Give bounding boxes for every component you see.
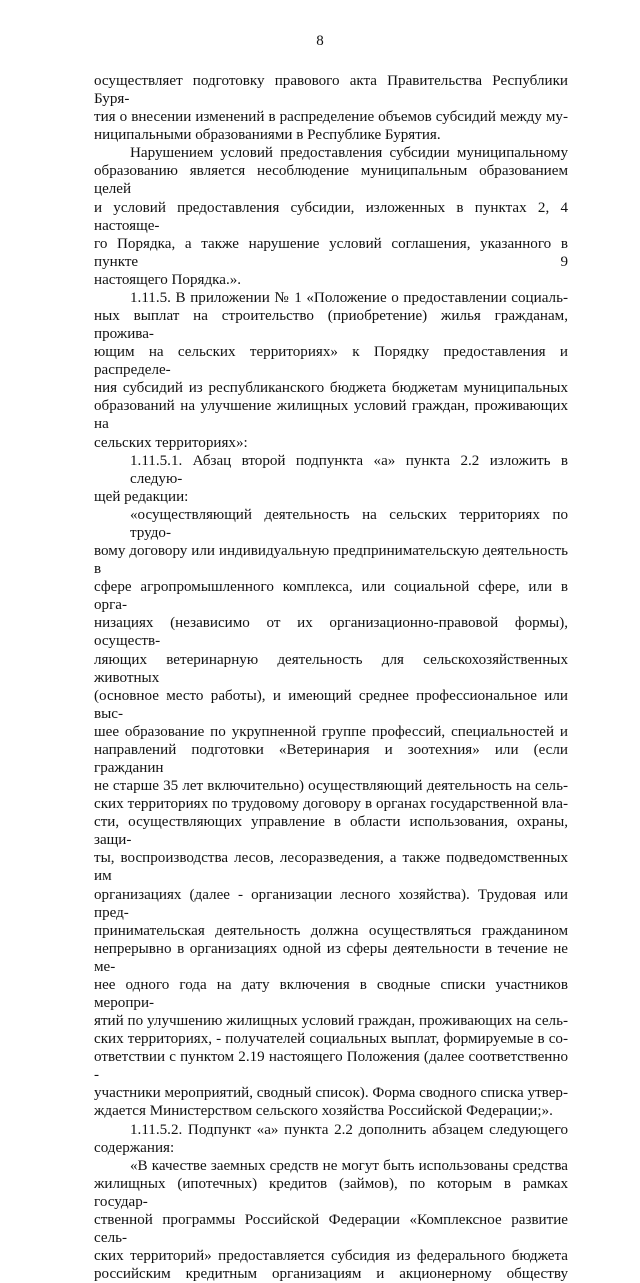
text-line: ственной программы Российской Федерации «Комплексное развитие сель- (94, 1211, 568, 1246)
text-line: не старше 35 лет включительно) осуществляющий деятельность на сель- (94, 778, 568, 795)
text-line: вому договору или индивидуальную предпринимательскую деятельность в (94, 543, 568, 578)
text-line: образований на улучшение жилищных условий граждан, проживающих на (94, 398, 568, 433)
text-line: направлений подготовки «Ветеринария и зоотехния» или (если гражданин (94, 741, 568, 776)
text-line: ответствии с пунктом 2.19 настоящего Положения (далее соответственно - (94, 1049, 568, 1084)
text-line: тия о внесении изменений в распределение объемов субсидий между му- (94, 109, 568, 126)
text-line: образованию является несоблюдение муниципальным образованием целей (94, 163, 568, 198)
text-line: ния субсидий из республиканского бюджета бюджетам муниципальных (94, 380, 568, 397)
text-line: ты, воспроизводства лесов, лесоразведения, а также подведомственных им (94, 850, 568, 885)
text-line: российским кредитным организациям и акционерному обществу (94, 1266, 568, 1283)
text-line: ляющих ветеринарную деятельность для сельскохозяйственных животных (94, 651, 568, 686)
text-line: (основное место работы), и имеющий среднее профессиональное или выс- (94, 687, 568, 722)
text-line: шее образование по укрупненной группе профессий, специальностей и (94, 723, 568, 740)
text-line: Нарушением условий предоставления субсидии муниципальному (130, 145, 568, 162)
text-line: 1.11.5.2. Подпункт «а» пункта 2.2 дополнить абзацем следующего (130, 1121, 568, 1138)
text-line: нее одного года на дату включения в сводные списки участников меропри- (94, 976, 568, 1011)
text-line: 1.11.5.1. Абзац второй подпункта «а» пункта 2.2 изложить в следую- (130, 452, 568, 487)
text-line: сти, осуществляющих управление в области использования, охраны, защи- (94, 814, 568, 849)
body-text (94, 72, 568, 1283)
text-line: осуществляет подготовку правового акта Правительства Республики Буря- (94, 73, 568, 108)
text-line: жилищных (ипотечных) кредитов (займов), по которым в рамках государ- (94, 1175, 568, 1210)
text-line: го Порядка, а также нарушение условий соглашения, указанного в пункте 9 (94, 235, 568, 270)
text-line: организациях (далее - организации лесного хозяйства). Трудовая или пред- (94, 886, 568, 921)
text-line: и условий предоставления субсидии, изложенных в пунктах 2, 4 настояще- (94, 199, 568, 234)
text-line: ских территориях по трудовому договору в органах государственной вла- (94, 796, 568, 813)
text-line: ских территорий» предоставляется субсидия из федерального бюджета (94, 1248, 568, 1265)
text-line: ских территориях, - получателей социальных выплат, формируемые в со- (94, 1031, 568, 1048)
page-number: 8 (316, 33, 324, 49)
text-line: ющим на сельских территориях» к Порядку предоставления и распределе- (94, 344, 568, 379)
text-line: низациях (независимо от их организационно-правовой формы), осуществ- (94, 615, 568, 650)
text-line: участники мероприятий, сводный список). Форма сводного списка утвер- (94, 1085, 568, 1102)
text-line: щей редакции: (94, 488, 189, 505)
text-line: 1.11.5. В приложении № 1 «Положение о предоставлении социаль- (130, 289, 568, 306)
text-line: непрерывно в организациях одной из сферы деятельности в течение не ме- (94, 940, 568, 975)
text-line: ниципальными образованиями в Республике Бурятия. (94, 127, 441, 144)
text-line: ждается Министерством сельского хозяйства Российской Федерации;». (94, 1103, 553, 1120)
text-line: сельских территориях»: (94, 434, 248, 451)
text-line: «осуществляющий деятельность на сельских территориях по трудо- (130, 506, 568, 541)
text-line: ных выплат на строительство (приобретение) жилья гражданам, прожива- (94, 308, 568, 343)
text-line: сфере агропромышленного комплекса, или социальной сфере, или в орга- (94, 579, 568, 614)
text-line: настоящего Порядка.». (94, 271, 242, 288)
text-line: содержания: (94, 1139, 175, 1156)
text-line: принимательская деятельность должна осуществляться гражданином (94, 922, 568, 939)
text-line: ятий по улучшению жилищных условий граждан, проживающих на сель- (94, 1013, 568, 1030)
text-line: «В качестве заемных средств не могут быть использованы средства (130, 1157, 568, 1174)
